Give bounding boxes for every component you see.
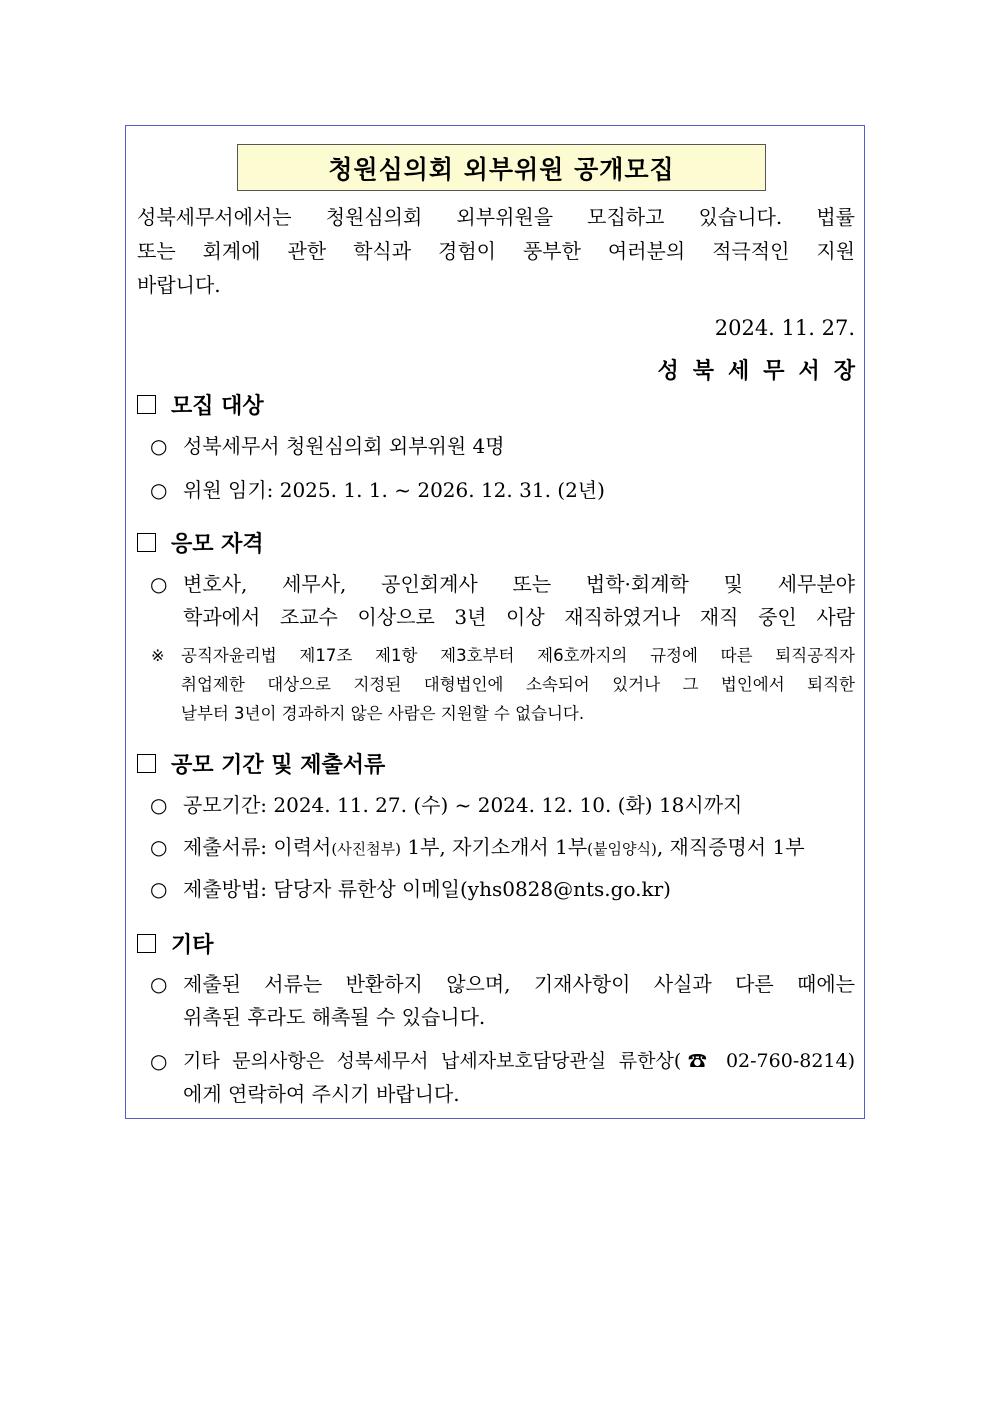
intro-line-1: 성북세무서에서는 청원심의회 외부위원을 모집하고 있습니다. 법률 [137, 205, 855, 229]
list-item [150, 478, 605, 502]
checkbox-square-icon [137, 395, 156, 414]
section-heading: 공모 기간 및 제출서류 [171, 752, 386, 778]
list-item [150, 877, 671, 901]
list-item-text: , 재직증명서 1부 [656, 835, 805, 859]
list-item-text: 공모기간: 2024. 11. 27. (수) ~ 2024. 12. 10. (화) 18시까지 [183, 793, 743, 817]
note-mark-icon: ※ [151, 646, 165, 665]
circle-bullet-icon: ○ [150, 434, 168, 458]
section-period-docs [137, 748, 385, 779]
qualification-line-2: 학과에서 조교수 이상으로 3년 이상 재직하였거나 재직 중인 사람 [183, 605, 855, 629]
circle-bullet-icon: ○ [150, 793, 168, 817]
etc-item2-line-1: 기타 문의사항은 성북세무서 납세자보호담당관실 류한상(☎ 02-760-8214) [183, 1050, 855, 1072]
title-box [237, 144, 766, 191]
page-title: 청원심의회 외부위원 공개모집 [328, 154, 675, 184]
list-item-bullet [150, 972, 183, 996]
list-item-bullet [150, 572, 183, 596]
list-item [150, 434, 505, 458]
qualification-line-1: 변호사, 세무사, 공인회계사 또는 법학·회계학 및 세무분야 [183, 572, 855, 596]
checkbox-square-icon [137, 934, 156, 953]
etc-item2-line-2: 에게 연락하여 주시기 바랍니다. [183, 1082, 460, 1106]
list-item-text: 성북세무서 청원심의회 외부위원 4명 [183, 434, 505, 458]
note-line-1: 공직자윤리법 제17조 제1항 제3호부터 제6호까지의 규정에 따른 퇴직공직자 [181, 646, 855, 665]
list-item-text: 제출서류: 이력서 [183, 835, 332, 859]
issuer-name: 성북세무서장 [657, 358, 869, 384]
section-qualification [137, 527, 264, 558]
intro-line-2: 또는 회계에 관한 학식과 경험이 풍부한 여러분의 적극적인 지원 [137, 239, 855, 263]
etc-item1-line-2: 위촉된 후라도 해촉될 수 있습니다. [183, 1005, 486, 1029]
circle-bullet-icon: ○ [150, 972, 168, 996]
list-item-bullet [150, 1049, 183, 1073]
note-line-2: 취업제한 대상으로 지정된 대형법인에 소속되어 있거나 그 법인에서 퇴직한 [181, 675, 855, 694]
checkbox-square-icon [137, 533, 156, 552]
etc-item1-line-1: 제출된 서류는 반환하지 않으며, 기재사항이 사실과 다른 때에는 [183, 972, 855, 996]
list-item-text: 1부, 자기소개서 1부 [401, 835, 588, 859]
section-etc [137, 928, 214, 959]
list-item-text: 제출방법: 담당자 류한상 이메일(yhs0828@nts.go.kr) [183, 877, 671, 901]
circle-bullet-icon: ○ [150, 478, 168, 502]
intro-line-3: 바랍니다. [137, 273, 221, 297]
section-recruit-target [137, 389, 264, 420]
circle-bullet-icon: ○ [150, 572, 168, 596]
notice-date: 2024. 11. 27. [714, 316, 855, 340]
circle-bullet-icon: ○ [150, 877, 168, 901]
list-item-text-small: (붙임양식) [587, 840, 657, 858]
note-line-3: 날부터 3년이 경과하지 않은 사람은 지원할 수 없습니다. [181, 704, 585, 723]
section-heading: 응모 자격 [171, 531, 264, 557]
list-item [150, 793, 742, 817]
section-heading: 모집 대상 [171, 393, 264, 419]
circle-bullet-icon: ○ [150, 835, 168, 859]
list-item-text-small: (사진첨부) [331, 840, 402, 858]
list-item [150, 835, 805, 861]
circle-bullet-icon: ○ [150, 1049, 168, 1073]
list-item-text: 위원 임기: 2025. 1. 1. ~ 2026. 12. 31. (2년) [183, 478, 605, 502]
section-heading: 기타 [171, 932, 214, 958]
checkbox-square-icon [137, 754, 156, 773]
